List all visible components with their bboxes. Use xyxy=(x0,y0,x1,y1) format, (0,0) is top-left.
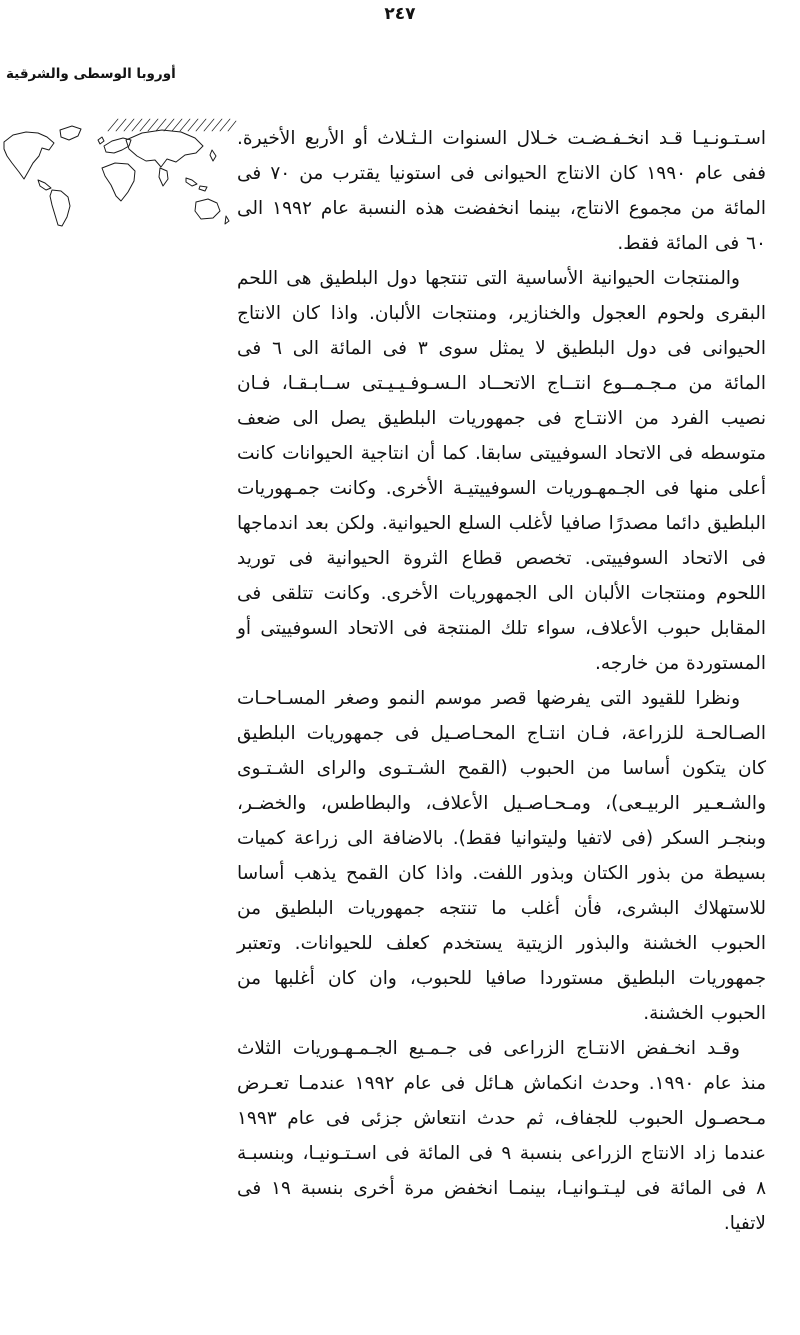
body-text-column xyxy=(237,121,766,1241)
paragraph: وقـد انخـفض الانتـاج الزراعى فى جـمـيع الجـمـهـوريات الثلاث منذ عام ١٩٩٠. وحدث انكماش هـائل فى عام ١٩٩٢ عندمـا تعـرض مـحصـول الحبوب للجفاف، ثم حدث انتعاش جزئى فى عام ١٩٩٣ عندما زاد الانتاج الزراعى بنسبة ٩ فى المائة فى اسـتـونيـا، وبنسبـة ٨ فى المائة فى ليـتـوانيـا، بينمـا انخفض مرة أخرى بنسبة ١٩ فى لاتفيا. xyxy=(237,1038,766,1234)
page-number: ٢٤٧ xyxy=(384,4,416,24)
paragraph: والمنتجات الحيوانية الأساسية التى تنتجها دول البلطيق هى اللحم البقرى ولحوم العجول والخنازير، ومنتجات الألبان. واذا كان الانتاج الحيوانى فى دول البلطيق لا يمثل سوى ٣ فى المائة الى ٦ فى المائة من مـجـمــوع انتــاج الاتحــاد الـسـوفـيـيـتى ســابـقـا، فـان نصيب الفرد من الانتـاج فى جمهوريات البلطيق يصل الى ضعف متوسطه فى الاتحاد السوفييتى سابقا. كما أن انتاجية الحيوانات كانت أعلى منها فى الجـمهـوريات السوفييتيـة الأخرى. وكانت جمـهوريات البلطيق دائما مصدرًا صافيا لأغلب السلع الحيوانية. ولكن بعد اندماجها فى الاتحاد السوفييتى. تخصص قطاع الثروة الحيوانية فى توريد اللحوم ومنتجات الألبان الى الجمهوريات الأخرى. وكانت تتلقى فى المقابل حبوب الأعلاف، سواء تلك المنتجة فى الاتحاد السوفييتى أو المستوردة من خارجه. xyxy=(237,268,766,674)
paragraph: اسـتـونـيـا قـد انخـفـضـت خـلال السنوات الـثـلاث أو الأربع الأخيرة. ففى عام ١٩٩٠ كان الانتاج الحيوانى فى استونيا يقترب من ٧٠ فى المائة من مجموع الانتاج، بينما انخفضت هذه النسبة عام ١٩٩٢ الى ٦٠ فى المائة فقط. xyxy=(237,128,766,254)
world-map-icon xyxy=(0,116,237,236)
world-map-illustration xyxy=(0,116,237,236)
paragraph: ونظرا للقيود التى يفرضها قصر موسم النمو وصغر المسـاحـات الصـالحـة للزراعة، فـان انتـاج المحـاصـيل فى جمهوريات البلطيق كان يتكون أساسا من الحبوب (القمح الشـتـوى والراى الشـتـوى والشـعـير الربيـعى)، ومـحـاصـيل الأعلاف، والبطاطس، والخضـر، وبنجـر السكر (فى لاتفيا وليتوانيا فقط). بالاضافة الى زراعة كميات بسيطة من بذور الكتان وبذور اللفت. واذا كان القمح يذهب أساسا للاستهلاك البشرى، فأن أغلب ما تنتجه جمهوريات البلطيق من الحبوب الخشنة والبذور الزيتية يستخدم كعلف للحيوانات. وتعتبر جمهوريات البلطيق مستوردا صافيا للحبوب، وان كان أغلبها من الحبوب الخشنة. xyxy=(237,688,766,1024)
chapter-title: أوروبا الوسطى والشرقية xyxy=(6,66,176,82)
